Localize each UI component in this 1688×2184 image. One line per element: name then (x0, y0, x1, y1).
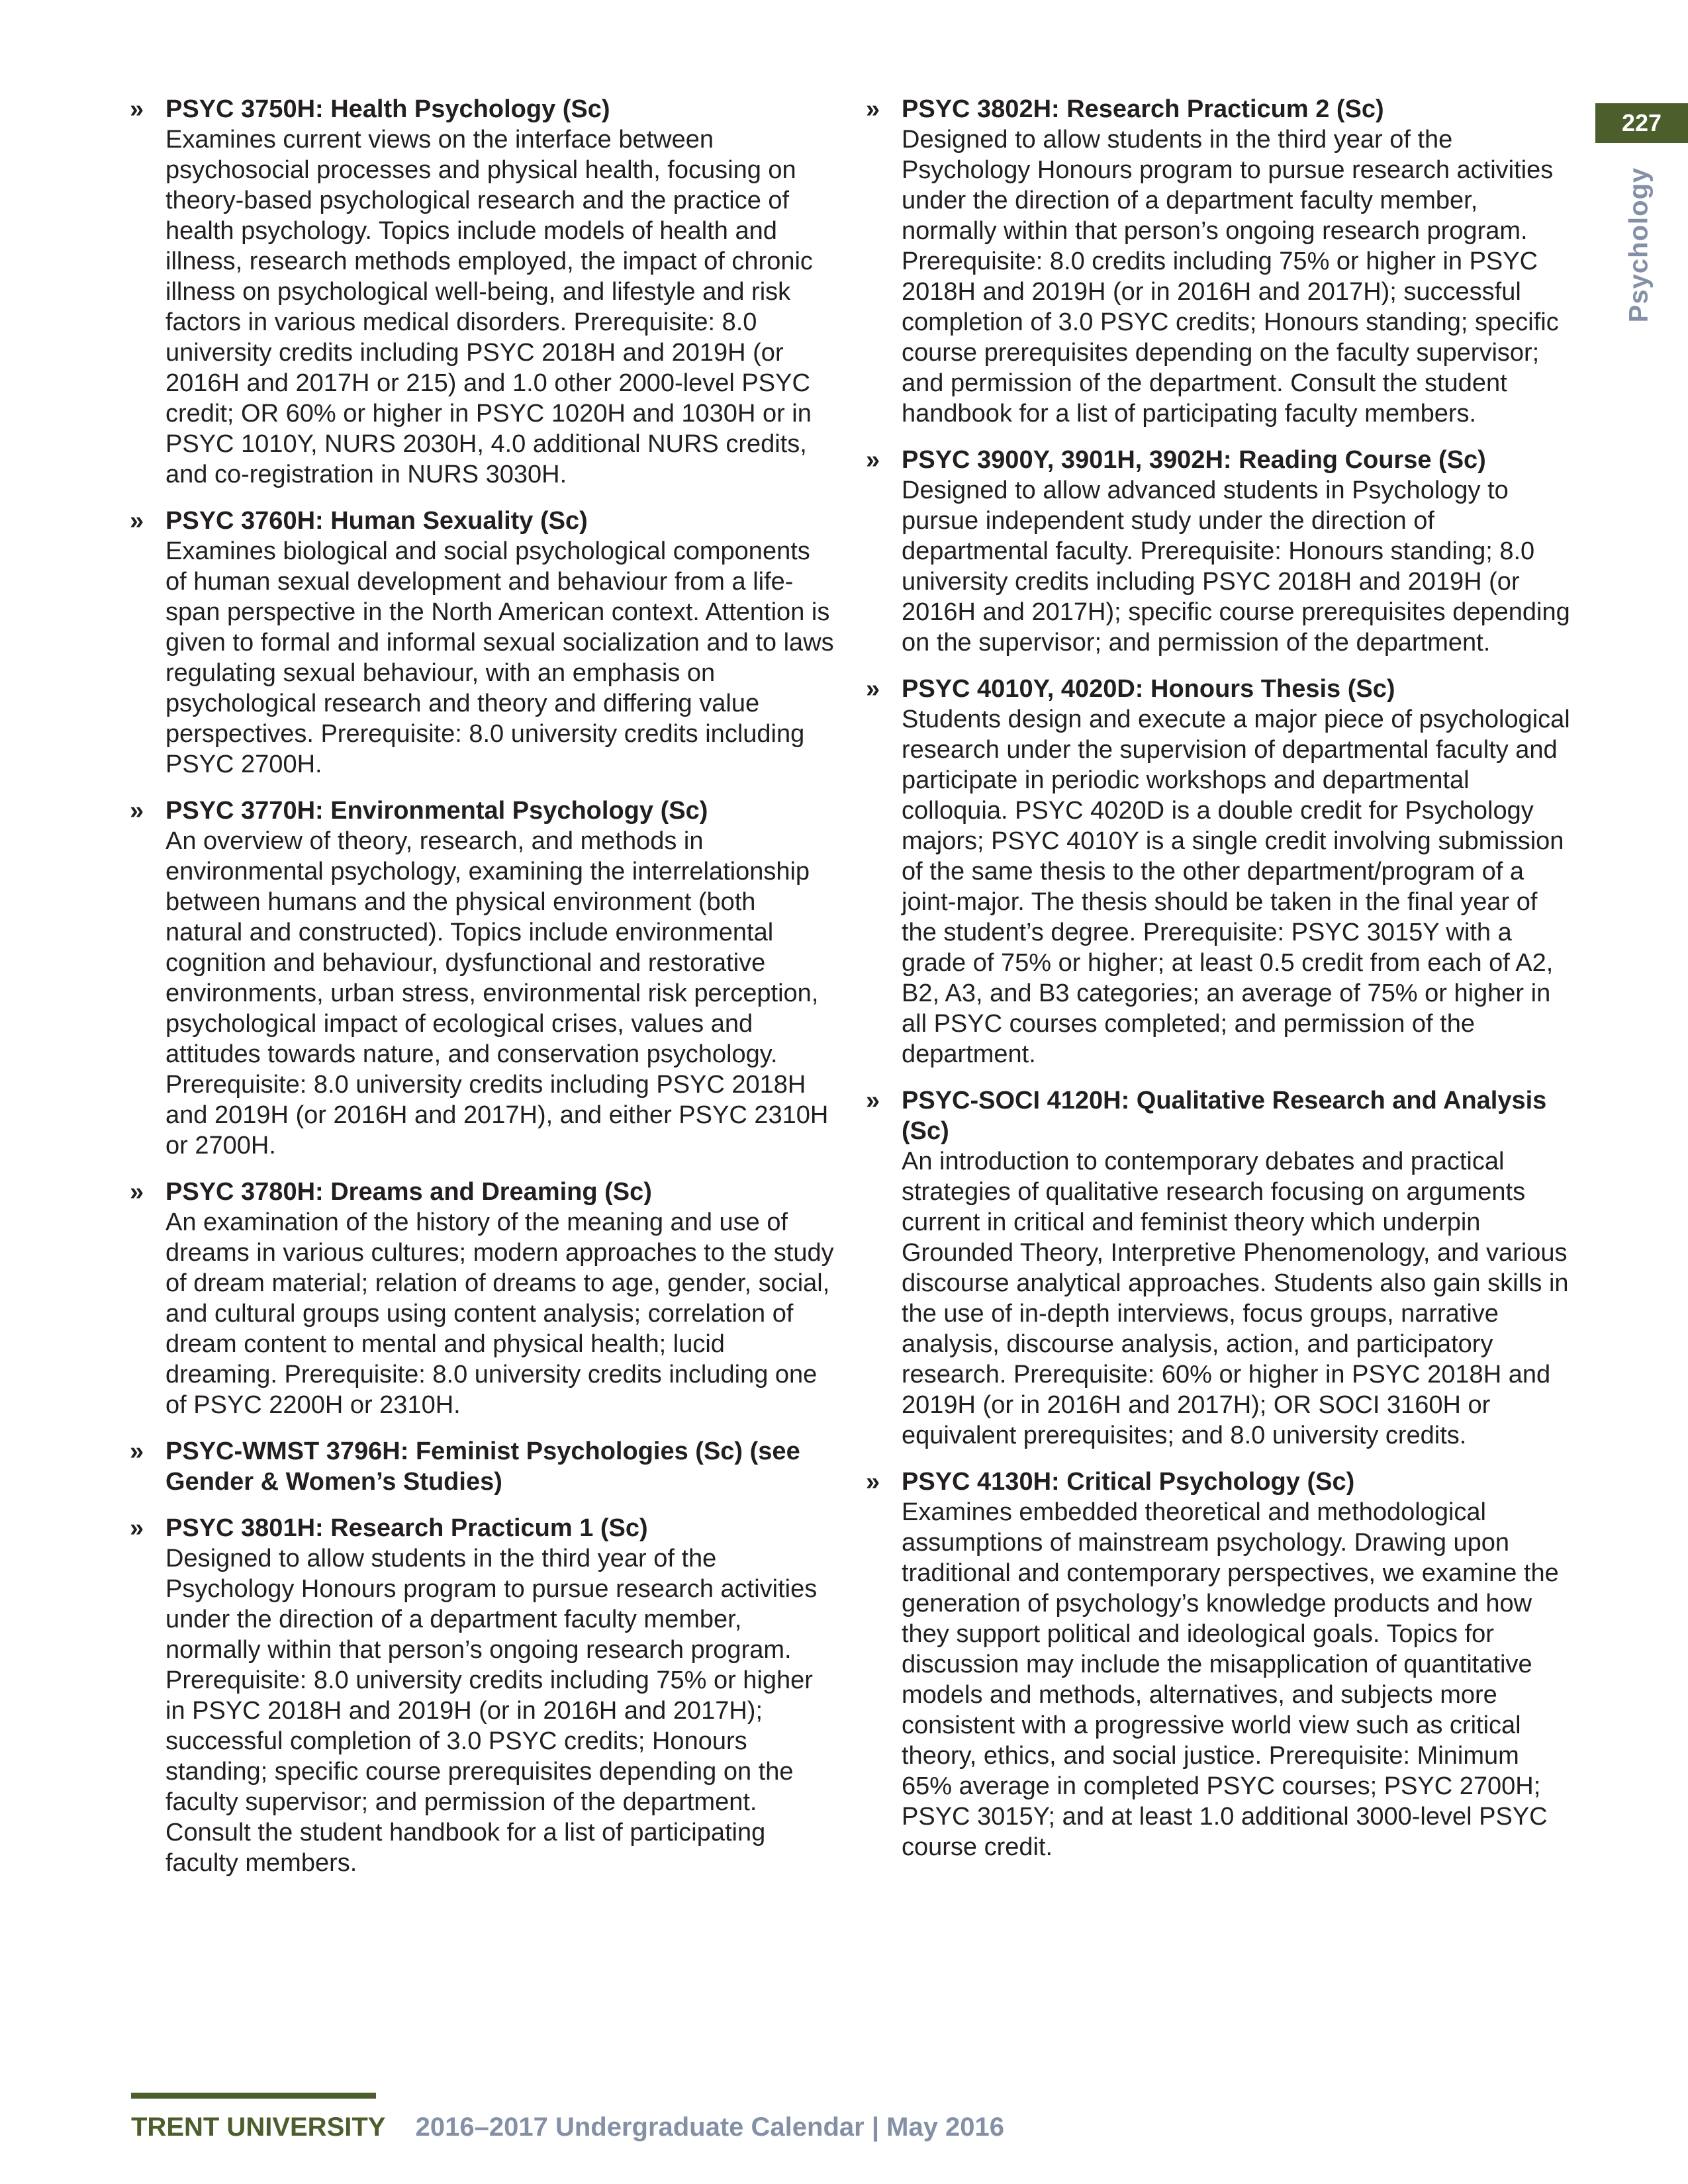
right-column (866, 94, 1574, 1878)
course-entry (866, 94, 1574, 429)
section-label: Psychology (1624, 167, 1654, 323)
course-description: Designed to allow advanced students in Psychology to pursue independent study under the direction of departmental faculty. Prerequisite: Honours standing; 8.0 university credits including PSYC 2018H and 2019H (or 2016H and 2017H); specific course prerequisites depending on the supervisor; and permission of the department. (902, 477, 1570, 657)
course-title: PSYC 4130H: Critical Psychology (Sc) (902, 1468, 1355, 1496)
bullet-marker: » (866, 95, 880, 123)
footer (131, 2113, 1004, 2142)
course-description: Examines current views on the interface between psychosocial processes and physical health, focusing on theory-based psychological research and the practice of health psychology. Topics include models of health and illness, research methods employed, the impact of chronic illness on psychological well-being, and lifestyle and risk factors in various medical disorders. Prerequisite: 8.0 university credits including PSYC 2018H and 2019H (or 2016H and 2017H or 215) and 1.0 other 2000-level PSYC credit; OR 60% or higher in PSYC 1020H and 1030H or in PSYC 1010Y, NURS 2030H, 4.0 additional NURS credits, and co-registration in NURS 3030H. (165, 126, 813, 488)
course-description: Designed to allow students in the third year of the Psychology Honours program to pursue research activities under the direction of a department faculty member, normally within that person’s ongoing research program. Prerequisite: 8.0 credits including 75% or higher in PSYC 2018H and 2019H (or in 2016H and 2017H); successful completion of 3.0 PSYC credits; Honours standing; specific course prerequisites depending on the faculty supervisor; and permission of the department. Consult the student handbook for a list of participating faculty members. (902, 126, 1559, 428)
course-title: PSYC 3801H: Research Practicum 1 (Sc) (165, 1514, 648, 1542)
course-entry (866, 1467, 1574, 1862)
bullet-marker: » (866, 1087, 880, 1115)
course-entry (866, 1085, 1574, 1451)
course-title: PSYC 3802H: Research Practicum 2 (Sc) (902, 95, 1384, 123)
course-title: PSYC 3750H: Health Psychology (Sc) (165, 95, 610, 123)
course-title: PSYC 4010Y, 4020D: Honours Thesis (Sc) (902, 675, 1395, 703)
course-entry (130, 1177, 838, 1420)
course-entry (130, 1513, 838, 1878)
bullet-marker: » (130, 1437, 144, 1465)
course-title: PSYC 3900Y, 3901H, 3902H: Reading Course (Sc) (902, 446, 1486, 474)
course-title: PSYC 3780H: Dreams and Dreaming (Sc) (165, 1178, 652, 1206)
course-entry (130, 94, 838, 490)
bullet-marker: » (130, 95, 144, 123)
course-entry (866, 674, 1574, 1069)
course-description: Examines embedded theoretical and methodological assumptions of mainstream psychology. Drawing upon traditional and contemporary perspectives, we examine the generation of psychology’s knowledge products and how they support political and ideological goals. Topics for discussion may include the misapplication of quantitative models and methods, alternatives, and subjects more consistent with a progressive world view such as critical theory, ethics, and social justice. Prerequisite: Minimum 65% average in completed PSYC courses; PSYC 2700H; PSYC 3015Y; and at least 1.0 additional 3000-level PSYC course credit. (902, 1498, 1559, 1861)
course-entry (130, 796, 838, 1161)
footer-rule (131, 2093, 376, 2099)
footer-university: TRENT UNIVERSITY (131, 2113, 386, 2142)
course-description: An introduction to contemporary debates and practical strategies of qualitative research focusing on arguments current in critical and feminist theory which underpin Grounded Theory, Interpretive Phenomenology, and various discourse analytical approaches. Students also gain skills in the use of in-depth interviews, focus groups, narrative analysis, discourse analysis, action, and participatory research. Prerequisite: 60% or higher in PSYC 2018H and 2019H (or in 2016H and 2017H); OR SOCI 3160H or equivalent prerequisites; and 8.0 university credits. (902, 1148, 1569, 1449)
bullet-marker: » (866, 446, 880, 474)
bullet-marker: » (866, 1468, 880, 1496)
course-description: An examination of the history of the meaning and use of dreams in various cultures; modern approaches to the study of dream material; relation of dreams to age, gender, social, and cultural groups using content analysis; correlation of dream content to mental and physical health; lucid dreaming. Prerequisite: 8.0 university credits including one of PSYC 2200H or 2310H. (165, 1208, 834, 1419)
course-description: Students design and execute a major piece of psychological research under the supervision of departmental faculty and participate in periodic workshops and departmental colloquia. PSYC 4020D is a double credit for Psychology majors; PSYC 4010Y is a single credit involving submission of the same thesis to the other department/program of a joint-major. The thesis should be taken in the final year of the student’s degree. Prerequisite: PSYC 3015Y with a grade of 75% or higher; at least 0.5 credit from each of A2, B2, A3, and B3 categories; an average of 75% or higher in all PSYC courses completed; and permission of the department. (902, 705, 1570, 1068)
course-entry (130, 506, 838, 780)
bullet-marker: » (866, 675, 880, 703)
course-title: PSYC 3770H: Environmental Psychology (Sc) (165, 797, 708, 825)
course-entry (130, 1436, 838, 1497)
bullet-marker: » (130, 1514, 144, 1542)
course-entry (866, 445, 1574, 658)
footer-calendar-title: 2016–2017 Undergraduate Calendar | May 2016 (415, 2113, 1005, 2142)
course-title: PSYC-WMST 3796H: Feminist Psychologies (Sc) (see Gender & Women’s Studies) (165, 1437, 800, 1496)
course-title: PSYC-SOCI 4120H: Qualitative Research and Analysis (Sc) (902, 1087, 1547, 1145)
page-number-tab: 227 (1595, 103, 1688, 143)
course-title: PSYC 3760H: Human Sexuality (Sc) (165, 507, 588, 535)
left-column (130, 94, 838, 1894)
course-description: Examines biological and social psychological components of human sexual development and behaviour from a life-span perspective in the North American context. Attention is given to formal and informal sexual socialization and to laws regulating sexual behaviour, with an emphasis on psychological research and theory and differing value perspectives. Prerequisite: 8.0 university credits including PSYC 2700H. (165, 537, 834, 778)
bullet-marker: » (130, 507, 144, 535)
course-description: An overview of theory, research, and methods in environmental psychology, examining the interrelationship between humans and the physical environment (both natural and constructed). Topics include environmental cognition and behaviour, dysfunctional and restorative environments, urban stress, environmental risk perception, psychological impact of ecological crises, values and attitudes towards nature, and conservation psychology. Prerequisite: 8.0 university credits including PSYC 2018H and 2019H (or 2016H and 2017H), and either PSYC 2310H or 2700H. (165, 827, 829, 1160)
course-description: Designed to allow students in the third year of the Psychology Honours program to pursue research activities under the direction of a department faculty member, normally within that person’s ongoing research program. Prerequisite: 8.0 university credits including 75% or higher in PSYC 2018H and 2019H (or in 2016H and 2017H); successful completion of 3.0 PSYC credits; Honours standing; specific course prerequisites depending on the faculty supervisor; and permission of the department. Consult the student handbook for a list of participating faculty members. (165, 1545, 818, 1877)
bullet-marker: » (130, 797, 144, 825)
bullet-marker: » (130, 1178, 144, 1206)
